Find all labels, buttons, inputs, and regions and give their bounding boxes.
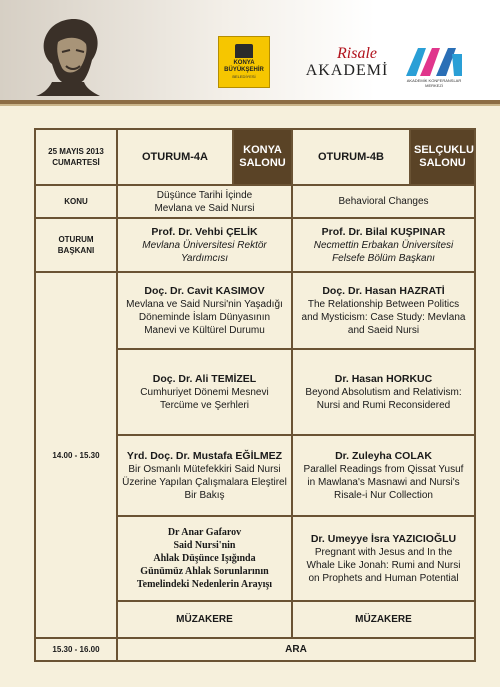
hall-b-line2: SALONU [419,157,466,169]
akm-logo [402,44,466,90]
talk-1-b-line2: and Mysticism: Case Study: Mevlana [301,311,466,323]
date-text: 25 MAYIS 2013 [48,147,104,156]
talk-3-a-line1: Bir Osmanlı Mütefekkiri Said Nursi [128,463,281,475]
konya-emblem-icon [235,44,253,58]
talk-4-b-line2: Whale Like Jonah: Rumi and Nursi [306,559,461,571]
konya-logo-line3: BELEDİYESİ [232,74,256,79]
konya-logo-line2: BÜYÜKŞEHİR [224,67,264,73]
risale-akademi-logo [302,46,392,86]
chair-a-line1: Mevlana Üniversitesi Rektör [142,239,267,251]
break-row [35,638,475,661]
talk-4-b [292,516,475,601]
talk-3-a-line3: Bir Bakış [184,489,225,501]
akm-logo-icon [402,44,466,78]
discussion-b: MÜZAKERE [292,601,475,638]
konya-logo [218,36,270,88]
talk-2-a [117,349,292,435]
talk-1-a-line3: Manevi ve Kültürel Durumu [144,324,265,336]
chair-b-name: Prof. Dr. Bilal KUŞPINAR [321,225,446,238]
date-cell [35,129,117,185]
chair-b-line1: Necmettin Erbakan Üniversitesi [313,239,454,251]
program-table [34,128,476,662]
talk-2-a-speaker: Doç. Dr. Ali TEMİZEL [152,372,257,385]
talk-4-a-line5: Temelindeki Nedenlerin Arayışı [136,579,273,590]
chair-row [35,218,475,272]
hall-b [410,129,475,185]
topic-a-line2: Mevlana ve Said Nursi [154,202,255,214]
konya-logo-line1: KONYA [233,60,255,66]
talk-1-b-line1: The Relationship Between Politics [307,298,460,310]
talk-1-a-line2: Döneminde İslam Dünyasının [138,311,271,323]
discussion-a: MÜZAKERE [117,601,292,638]
talk-4-a [117,516,292,601]
time-main: 14.00 - 15.30 [35,272,117,638]
topic-label: KONU [35,185,117,218]
chair-a-name: Prof. Dr. Vehbi ÇELİK [151,225,258,238]
risale-logo-bottom: AKADEMİ [305,62,389,79]
talk-3-b [292,435,475,516]
header-rule-accent [0,104,500,106]
talk-row-1 [35,272,475,349]
talk-3-a-speaker: Yrd. Doç. Dr. Mustafa EĞİLMEZ [126,449,283,462]
topic-a [117,185,292,218]
talk-1-a-speaker: Doç. Dr. Cavit KASIMOV [144,284,265,297]
break-label: ARA [117,638,475,661]
talk-2-b-line2: Nursi and Rumi Reconsidered [316,399,451,411]
talk-1-a [117,272,292,349]
talk-2-a-line2: Tercüme ve Şerhleri [160,399,249,411]
talk-1-a-line1: Mevlana ve Said Nursi'nin Yaşadığı [126,298,283,310]
talk-1-b [292,272,475,349]
session-header-row [35,129,475,185]
talk-4-b-line1: Pregnant with Jesus and In the [314,546,453,558]
talk-4-a-line4: Günümüz Ahlak Sorunlarının [140,566,269,577]
talk-4-a-line1: Dr Anar Gafarov [167,527,242,538]
talk-3-b-line1: Parallel Readings from Qissat Yusuf [303,463,464,475]
chair-label-line2: BAŞKANI [57,246,95,255]
chair-label-line1: OTURUM [58,235,94,244]
talk-4-a-line2: Said Nursi'nin [173,540,236,551]
talk-4-b-line3: on Prophets and Human Potential [308,572,459,584]
talk-3-a-line2: Üzerine Yapılan Çalışmalara Eleştirel [122,476,287,488]
session-b-title: OTURUM-4B [292,129,410,185]
talk-3-b-line2: in Mawlana's Masnawi and Nursi's [307,476,460,488]
day-text: CUMARTESİ [52,158,100,167]
chair-b-line2: Felsefe Bölüm Başkanı [332,252,435,264]
talk-4-b-speaker: Dr. Umeyye İsra YAZICIOĞLU [310,532,457,545]
chair-a-line2: Yardımcısı [180,252,229,264]
hall-a-line2: SALONU [239,157,286,169]
chair-label [35,218,117,272]
talk-1-b-speaker: Doç. Dr. Hasan HAZRATİ [322,284,445,297]
chair-a [117,218,292,272]
break-time: 15.30 - 16.00 [35,638,117,661]
talk-3-b-line3: Risale-i Nur Collection [334,489,433,501]
risale-logo-top: Risale [337,45,377,62]
portrait-illustration [28,12,108,98]
topic-row [35,185,475,218]
talk-2-b [292,349,475,435]
session-a-title: OTURUM-4A [117,129,233,185]
hall-b-line1: SELÇUKLU [414,144,474,156]
topic-b: Behavioral Changes [292,185,475,218]
talk-3-b-speaker: Dr. Zuleyha COLAK [335,449,432,462]
talk-4-a-line3: Ahlak Düşünce Işığında [153,553,256,564]
talk-2-b-line1: Beyond Absolutism and Relativism: [305,386,462,398]
hall-a-line1: KONYA [243,144,282,156]
hall-a [233,129,292,185]
akm-logo-caption: AKADEMİK KONFERANSLAR MERKEZİ [406,78,462,88]
talk-3-a [117,435,292,516]
chair-b [292,218,475,272]
talk-2-a-line1: Cumhuriyet Dönemi Mesnevi [140,386,269,398]
talk-1-b-line3: and Saeid Nursi [347,324,420,336]
topic-a-line1: Düşünce Tarihi İçinde [156,189,253,201]
talk-2-b-speaker: Dr. Hasan HORKUC [334,372,433,385]
